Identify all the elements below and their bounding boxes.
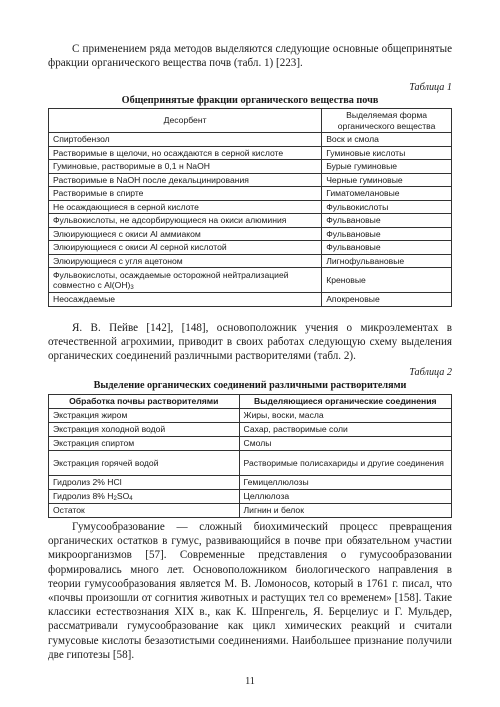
page-number: 11 (245, 676, 255, 687)
table-cell: Воск и смола (322, 133, 452, 147)
table-row (49, 200, 452, 214)
table-cell: Сахар, растворимые соли (239, 423, 451, 437)
table-cell: Экстракция жиром (49, 409, 240, 423)
table-row (49, 409, 452, 423)
table-cell: Экстракция горячей водой (49, 451, 240, 476)
table-row (49, 268, 452, 293)
table-cell: Спиртобензол (49, 133, 322, 147)
table-cell: Растворимые полисахариды и другие соединения (239, 451, 451, 476)
table-row (49, 490, 452, 504)
table2-header-compounds: Выделяющиеся органические соединения (239, 395, 451, 409)
table-row (49, 227, 452, 241)
table-row (49, 133, 452, 147)
table-row (49, 241, 452, 255)
table1-header-desorbent: Десорбент (49, 109, 322, 133)
table-cell: Апокреновые (322, 293, 452, 307)
table-cell: Гидролиз 2% HCl (49, 476, 240, 490)
table-cell: Неосаждаемые (49, 293, 322, 307)
table-cell: Креновые (322, 268, 452, 293)
table-cell: Гуминовые кислоты (322, 146, 452, 160)
table-cell-text: Гидролиз 8% H (53, 491, 114, 502)
table-cell: Растворимые в NaOH после декальцинирования (49, 173, 322, 187)
table-cell: Фульвановые (322, 241, 452, 255)
table-row (49, 451, 452, 476)
table-cell: Экстракция спиртом (49, 437, 240, 451)
table-cell-text: Фульвокислоты, осаждаемые осторожной нейтрализацией совместно с Al(OH) (53, 269, 289, 290)
table-row (49, 423, 452, 437)
formula-part: SO (116, 491, 130, 502)
table-cell: Остаток (49, 504, 240, 518)
table2-title: Выделение органических соединений различными растворителями (93, 380, 407, 391)
table2-header-row (49, 395, 452, 409)
table-cell: Лигнофульвановые (322, 254, 452, 268)
table-cell: Элюирующиеся с окиси Al серной кислотой (49, 241, 322, 255)
table-cell: Смолы (239, 437, 451, 451)
table-row (49, 187, 452, 201)
table-cell: Не осаждающиеся в серной кислоте (49, 200, 322, 214)
final-paragraph: Гумусообразование — сложный биохимический процесс превращения органических остатков в гумус, развивающийся в почве при обязательном участии микроорганизмов [57]. Современные представления о гумусообразовании формировались много лет. Основоположником биологического направления в теории гумусообразования является М. В. Ломоносов, который в 1761 г. писал, что «почвы произошли от согнития животных и растущих тел со временем» [158]. Такие классики естествознания XIX в., как К. Шпренгель, Я. Берцелиус и Г. Мульдер, рассматривали гумусообразование как цикл химических реакций и считали гумусовые кислоты безазотистыми соединениями. Наибольшее признание получили две гипотезы [58]. (48, 521, 452, 661)
table-cell: Гуминовые, растворимые в 0,1 н NaOH (49, 160, 322, 174)
table-cell: Экстракция холодной водой (49, 423, 240, 437)
table-cell: Гемицеллюлозы (239, 476, 451, 490)
table1-header-form: Выделяемая форма органического вещества (322, 109, 452, 133)
table-cell: Жиры, воски, масла (239, 409, 451, 423)
table-cell: Бурые гуминовые (322, 160, 452, 174)
table-cell: Фульвокислоты, не адсорбирующиеся на окиси алюминия (49, 214, 322, 228)
table2-solvents (48, 394, 452, 518)
table-row (49, 437, 452, 451)
table-cell: Растворимые в щелочи, но осаждаются в серной кислоте (49, 146, 322, 160)
table-cell: Гиматомелановые (322, 187, 452, 201)
table-cell: Элюирующиеся с угля ацетоном (49, 254, 322, 268)
table-row (49, 476, 452, 490)
table1-fractions (48, 108, 452, 307)
table1-label: Таблица 1 (409, 82, 452, 93)
table1-title: Общепринятые фракции органического вещества почв (121, 95, 379, 106)
table-row (49, 173, 452, 187)
table-row (49, 214, 452, 228)
table2-header-treatment: Обработка почвы растворителями (49, 395, 240, 409)
table-row (49, 293, 452, 307)
table-cell: Фульвокислоты (322, 200, 452, 214)
table1-header-row (49, 109, 452, 133)
subscript: 2 (113, 496, 117, 503)
middle-paragraph: Я. В. Пейве [142], [148], основоположник учения о микроэлементах в отечественной агрохимии, приводит в своих работах следующую схему выделения органических соединений различными растворителями (табл. 2). (48, 322, 452, 363)
table-cell: Целлюлоза (239, 490, 451, 504)
intro-paragraph: С применением ряда методов выделяются следующие основные общепринятые фракции органического вещества почв (табл. 1) [223]. (48, 43, 452, 70)
table-cell: Лигнин и белок (239, 504, 451, 518)
subscript: 4 (129, 496, 133, 503)
table-cell (49, 490, 240, 504)
table-cell: Элюирующиеся с окиси Al аммиаком (49, 227, 322, 241)
table-row (49, 254, 452, 268)
table-cell: Фульвановые (322, 227, 452, 241)
subscript: 3 (130, 285, 134, 291)
table-row (49, 160, 452, 174)
table-row (49, 504, 452, 518)
table-cell: Фульвановые (322, 214, 452, 228)
table2-label: Таблица 2 (409, 367, 452, 378)
table-cell: Черные гуминовые (322, 173, 452, 187)
table-row (49, 146, 452, 160)
table-cell (49, 268, 322, 293)
table-cell: Растворимые в спирте (49, 187, 322, 201)
